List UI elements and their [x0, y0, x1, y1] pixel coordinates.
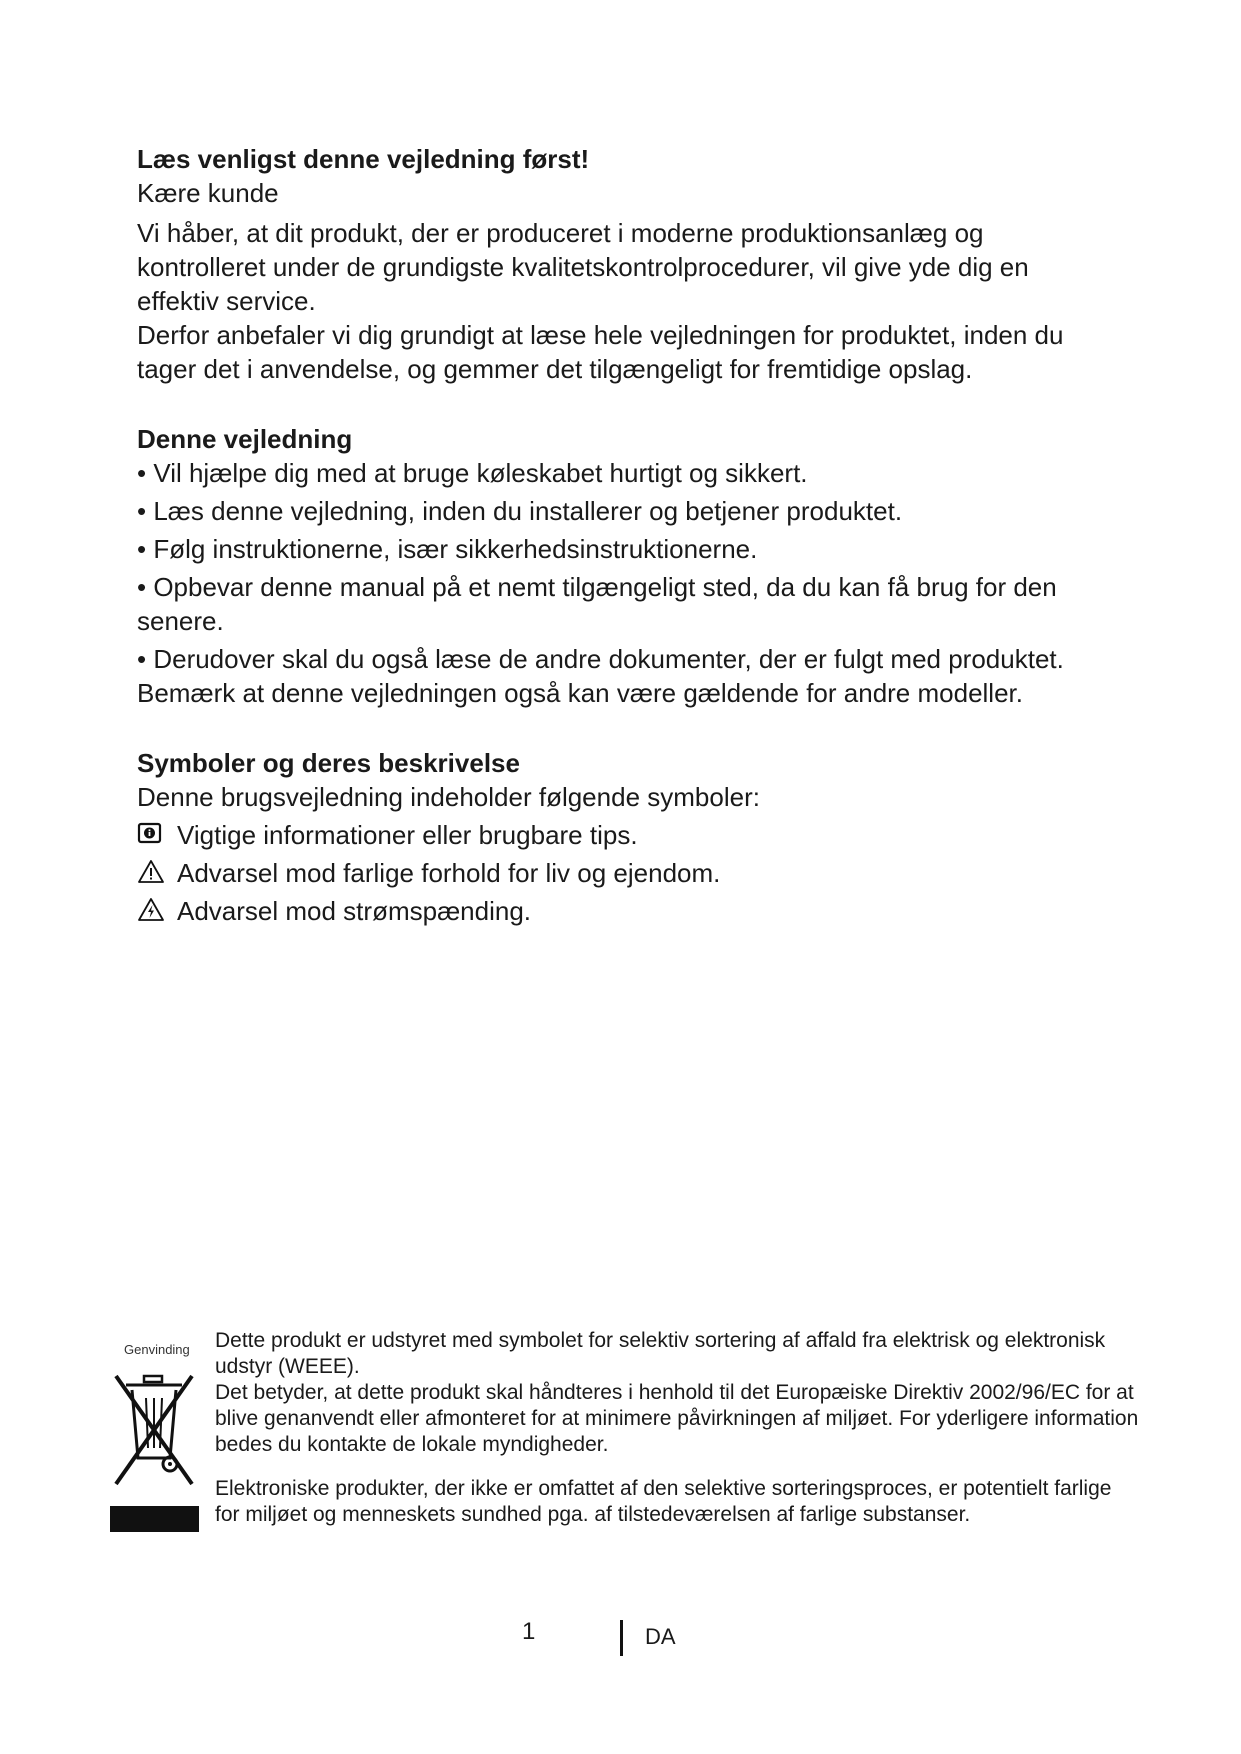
guide-title: Denne vejledning	[137, 424, 353, 454]
symbols-intro: Denne brugsvejledning indeholder følgende symboler:	[137, 782, 760, 812]
weee-black-bar	[110, 1506, 199, 1532]
intro-title: Læs venligst denne vejledning først!	[137, 144, 590, 174]
symbol-text-warning: Advarsel mod farlige forhold for liv og ejendom.	[177, 858, 721, 888]
weee-paragraph-1: Dette produkt er udstyret med symbolet for selektiv sortering af affald fra elektrisk og elektronisk udstyr (WEEE).	[215, 1329, 1106, 1378]
greeting: Kære kunde	[137, 178, 279, 208]
warning-icon	[137, 859, 167, 887]
symbol-text-info: Vigtige informationer eller brugbare tips.	[177, 820, 638, 850]
main-content	[137, 142, 1117, 928]
symbol-row-info	[137, 818, 1117, 852]
guide-note: Bemærk at denne vejledningen også kan være gældende for andre modeller.	[137, 678, 1023, 708]
guide-bullet-5: • Derudover skal du også læse de andre dokumenter, der er fulgt med produktet.	[137, 644, 1064, 674]
intro-paragraph-2: Derfor anbefaler vi dig grundigt at læse hele vejledningen for produktet, inden du tager det i anvendelse, og gemmer det tilgængeligt for fremtidige opslag.	[137, 320, 1064, 384]
guide-bullet-2: • Læs denne vejledning, inden du installerer og betjener produktet.	[137, 496, 903, 526]
guide-bullet-4: • Opbevar denne manual på et nemt tilgængeligt sted, da du kan få brug for den senere.	[137, 572, 1057, 636]
symbol-row-warning	[137, 856, 1117, 890]
guide-bullet-3: • Følg instruktionerne, især sikkerhedsinstruktionerne.	[137, 534, 758, 564]
weee-paragraph-2: Det betyder, at dette produkt skal håndteres i henhold til det Europæiske Direktiv 2002/96/EC for at blive genanvendt eller afmonteret for at minimere påvirkningen af miljøet. For yderligere information bedes du kontakte de lokale myndigheder.	[215, 1381, 1139, 1456]
info-icon	[137, 821, 167, 849]
weee-section	[110, 1328, 1140, 1548]
page-footer	[0, 1610, 1241, 1660]
symbol-text-electric: Advarsel mod strømspænding.	[177, 896, 532, 926]
footer-divider	[620, 1620, 623, 1656]
symbols-title: Symboler og deres beskrivelse	[137, 748, 520, 778]
weee-label: Genvinding	[124, 1342, 190, 1357]
symbol-row-electric	[137, 894, 1117, 928]
intro-paragraph-1: Vi håber, at dit produkt, der er produceret i moderne produktionsanlæg og kontrolleret under de grundigste kvalitetskontrolprocedurer, vil give yde dig en effektiv service.	[137, 218, 1029, 316]
weee-paragraph-3: Elektroniske produkter, der ikke er omfattet af den selektive sorteringsproces, er potentielt farlige for miljøet og menneskets sundhed pga. af tilstedeværelsen af farlige substanser.	[215, 1477, 1112, 1526]
crossed-bin-icon	[110, 1372, 200, 1507]
guide-bullet-1: • Vil hjælpe dig med at bruge køleskabet hurtigt og sikkert.	[137, 458, 808, 488]
page-number: 1	[522, 1618, 536, 1645]
language-code: DA	[645, 1624, 676, 1649]
electric-warning-icon	[137, 897, 167, 925]
weee-text	[215, 1328, 1140, 1528]
